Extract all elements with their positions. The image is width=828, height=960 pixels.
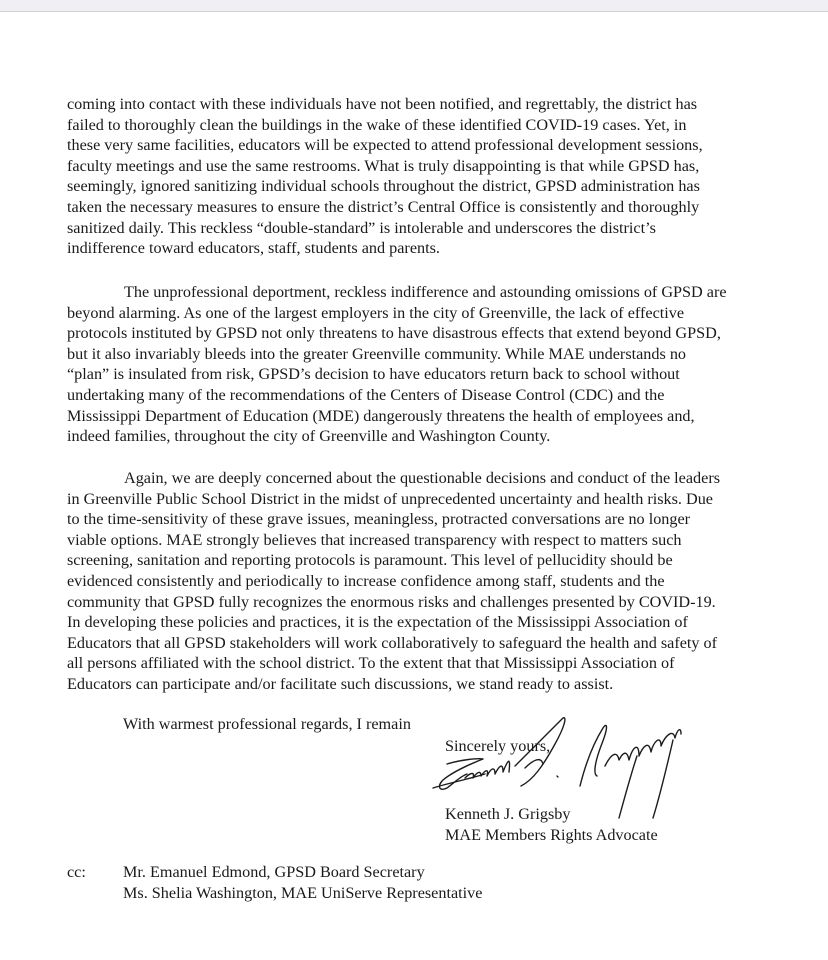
paragraph-1 (67, 94, 779, 259)
closing-line: With warmest professional regards, I remain (123, 715, 411, 733)
salutation: Sincerely yours, (445, 737, 551, 755)
paragraph-line: undertaking many of the recommendations of the Centers of Disease Control (CDC) and the (67, 385, 665, 404)
paragraph-line: viable options. MAE strongly believes that increased transparency with respect to matters such (67, 530, 682, 549)
paragraph-line: failed to thoroughly clean the buildings in the wake of these identified COVID-19 cases. Yet, in (67, 115, 687, 134)
paragraph-line: community that GPSD fully recognizes the enormous risks and challenges presented by COVID-19. (67, 592, 716, 611)
paragraph-line: to the time-sensitivity of these grave issues, meaningless, protracted conversations are no longer (67, 510, 691, 529)
paragraph-line: these very same facilities, educators will be expected to attend professional development sessions, (67, 136, 703, 155)
paragraph-line: coming into contact with these individuals have not been notified, and regrettably, the district has (67, 95, 698, 113)
paragraph-line: The unprofessional deportment, reckless indifference and astounding omissions of GPSD are (124, 283, 727, 301)
paragraph-line: evidenced consistently and periodically to increase confidence among staff, students and the (67, 571, 665, 590)
paragraph-line: In developing these policies and practices, it is the expectation of the Mississippi Association of (67, 613, 688, 632)
paragraph-line: but it also invariably bleeds into the greater Greenville community. While MAE understands no (67, 344, 687, 363)
paragraph-line: “plan” is insulated from risk, GPSD’s decision to have educators return back to school without (67, 365, 680, 384)
signer-title: MAE Members Rights Advocate (445, 826, 658, 844)
paragraph-line: indeed families, throughout the city of Greenville and Washington County. (67, 427, 551, 446)
signer-name: Kenneth J. Grigsby (445, 805, 571, 823)
paragraph-line: in Greenville Public School District in the midst of unprecedented uncertainty and health risks. Due (67, 489, 713, 508)
paragraph-line: seemingly, ignored sanitizing individual schools throughout the district, GPSD administration has (67, 177, 700, 196)
paragraph-line: Mississippi Department of Education (MDE) dangerously threatens the health of employees and, (67, 406, 695, 425)
paragraph-line: faculty meetings and use the same restrooms. What is truly disappointing is that while GPSD has, (67, 156, 700, 175)
cc-recipient: Ms. Shelia Washington, MAE UniServe Representative (123, 883, 483, 902)
paragraph-line: screening, sanitation and reporting protocols is paramount. This level of pellucidity should be (67, 551, 673, 570)
paragraph-line: taken the necessary measures to ensure the district’s Central Office is consistently and thoroughly (67, 197, 700, 216)
paragraph-line: Educators that all GPSD stakeholders will work collaboratively to safeguard the health and safety of (67, 633, 718, 652)
cc-label: cc: (67, 863, 86, 881)
paragraph-line: all persons affiliated with the school district. To the extent that that Mississippi Association of (67, 654, 675, 673)
paragraph-2 (67, 282, 779, 447)
paragraph-line: indifference toward educators, staff, students and parents. (67, 239, 440, 258)
cc-recipients (123, 862, 482, 903)
paragraph-3 (67, 468, 779, 695)
paragraph-line: beyond alarming. As one of the largest employers in the city of Greenville, the lack of effective (67, 303, 685, 322)
cc-recipient: Mr. Emanuel Edmond, GPSD Board Secretary (123, 863, 425, 881)
paragraph-line: sanitized daily. This reckless “double-standard” is intolerable and underscores the district’s (67, 218, 656, 237)
paragraph-line: protocols instituted by GPSD not only threatens to have disastrous effects that extend beyond GPSD, (67, 324, 721, 343)
paragraph-line: Again, we are deeply concerned about the questionable decisions and conduct of the leaders (124, 469, 721, 487)
paragraph-line: Educators can participate and/or facilitate such discussions, we stand ready to assist. (67, 674, 614, 693)
